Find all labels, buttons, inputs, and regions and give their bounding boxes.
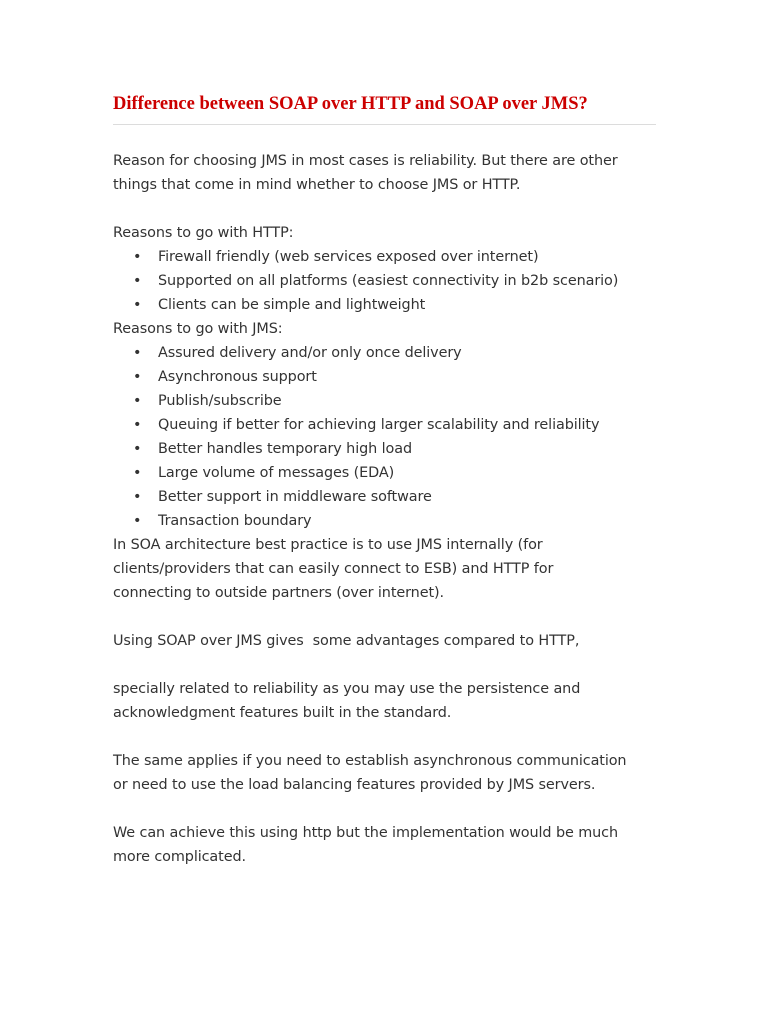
soa-paragraph [113,533,656,605]
intro-paragraph [113,149,656,197]
list-item: • Queuing if better for achieving larger scalability and reliability [158,413,656,437]
async-line: The same applies if you need to establish asynchronous communication [113,753,627,769]
intro-line: Reason for choosing JMS in most cases is reliability. But there are other [113,153,618,169]
list-item: • Firewall friendly (web services exposed over internet) [158,245,656,269]
page-title: Difference between SOAP over HTTP and SOAP over JMS? [113,90,656,125]
advantages-text: Using SOAP over JMS gives some advantages compared to HTTP, [113,633,580,649]
soa-line: clients/providers that can easily connect to ESB) and HTTP for [113,561,554,577]
closing-line: more complicated. [113,849,246,865]
list-item: • Assured delivery and/or only once delivery [158,341,656,365]
closing-line: We can achieve this using http but the implementation would be much [113,825,618,841]
list-item: • Better support in middleware software [158,485,656,509]
list-item: • Asynchronous support [158,365,656,389]
reliability-line: acknowledgment features built in the standard. [113,705,452,721]
advantages-line [113,629,656,653]
closing-paragraph [113,821,656,869]
list-item: • Supported on all platforms (easiest connectivity in b2b scenario) [158,269,656,293]
intro-line: things that come in mind whether to choose JMS or HTTP. [113,177,521,193]
async-paragraph [113,749,656,797]
list-item: • Clients can be simple and lightweight [158,293,656,317]
reliability-line: specially related to reliability as you may use the persistence and [113,681,581,697]
async-line: or need to use the load balancing features provided by JMS servers. [113,777,596,793]
http-heading: Reasons to go with HTTP: [113,225,294,241]
reliability-paragraph [113,677,656,725]
list-item: • Transaction boundary [158,509,656,533]
jms-heading: Reasons to go with JMS: [113,321,283,337]
list-item: • Better handles temporary high load [158,437,656,461]
list-item: • Large volume of messages (EDA) [158,461,656,485]
document-body [113,149,656,869]
http-reasons-list [113,245,656,317]
soa-line: In SOA architecture best practice is to use JMS internally (for [113,537,543,553]
document-content [113,90,656,869]
soa-line: connecting to outside partners (over internet). [113,585,444,601]
jms-reasons-list [113,341,656,533]
list-item: • Publish/subscribe [158,389,656,413]
